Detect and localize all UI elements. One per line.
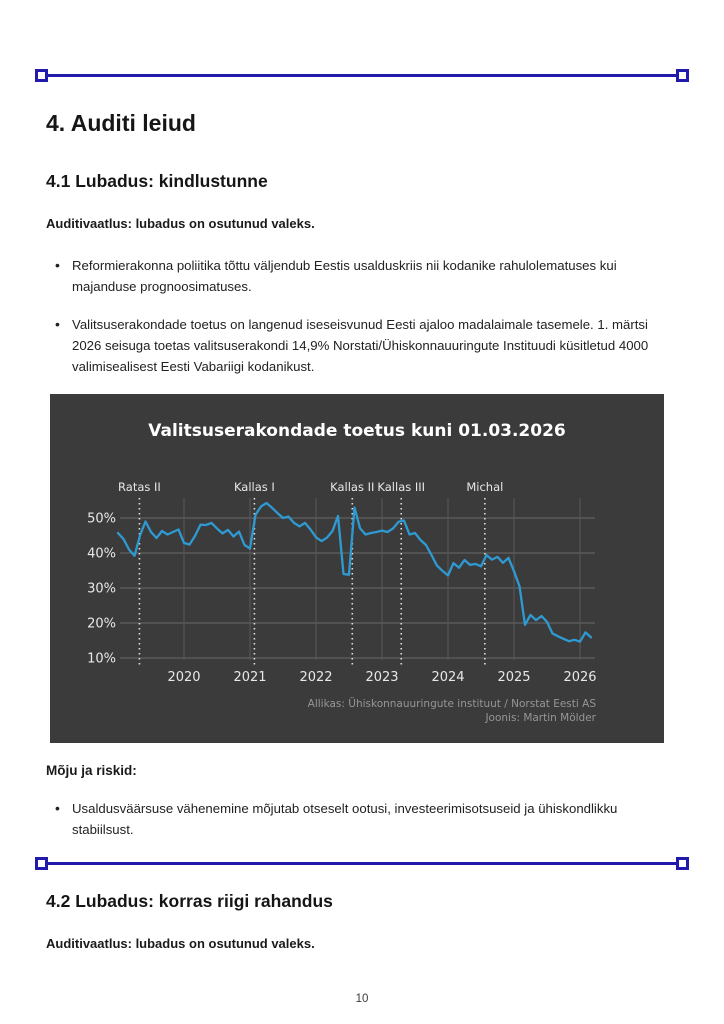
bullet-text: Usaldusväärsuse vähenemine mõjutab otseselt ootusi, investeerimisotsuseid ja ühiskondlikku stabiilsust.	[72, 801, 618, 837]
list-item	[46, 255, 672, 297]
section-41-verdict: Auditivaatlus: lubadus on osutunud valeks.	[46, 216, 315, 231]
support-chart-svg	[50, 394, 664, 743]
bullet-text: Reformierakonna poliitika tõttu väljendub Eestis usalduskriis nii kodanike rahulolematuses kui majanduse prognoosimatuses.	[72, 258, 617, 294]
divider-line	[48, 74, 676, 78]
annotation-label-kallas-ii: Kallas II	[330, 480, 375, 494]
chart-source-line: Joonis: Martin Mölder	[485, 712, 596, 724]
section-41-title: 4.1 Lubadus: kindlustunne	[46, 171, 268, 191]
chart-source-line: Allikas: Ühiskonnauuringute instituut / Norstat Eesti AS	[307, 698, 596, 710]
x-axis-tick-label: 2022	[299, 670, 333, 685]
annotation-label-kallas-iii: Kallas III	[377, 480, 426, 494]
x-axis-tick-label: 2025	[497, 670, 531, 685]
section-41-bullet-list	[46, 255, 682, 377]
impact-bullet-list	[46, 798, 682, 840]
divider-square-right	[676, 69, 689, 82]
y-axis-tick-label: 30%	[87, 581, 116, 597]
section-divider-middle	[35, 857, 689, 870]
y-axis-tick-label: 10%	[87, 651, 116, 667]
page-number: 10	[355, 993, 369, 1005]
bullet-text: Valitsuserakondade toetus on langenud iseseisvunud Eesti ajaloo madalaimale tasemele. 1. märtsi 2026 seisuga toetas valitsuserakondi 14,9% Norstati/Ühiskonnauuringute Instituudi küsitletud 4000 valimisealisest Eesti Vabariigi kodanikust.	[72, 317, 649, 374]
section-42-verdict: Auditivaatlus: lubadus on osutunud valeks.	[46, 936, 315, 951]
divider-line	[48, 862, 676, 866]
x-axis-tick-label: 2020	[167, 670, 201, 685]
chapter-heading: 4. Auditi leiud	[46, 110, 196, 136]
section-divider-top	[35, 69, 689, 82]
y-axis-tick-label: 20%	[87, 616, 116, 632]
x-axis-tick-label: 2023	[365, 670, 399, 685]
divider-square-right	[676, 857, 689, 870]
annotation-label-ratas-ii: Ratas II	[118, 480, 161, 494]
section-42-title: 4.2 Lubadus: korras riigi rahandus	[46, 891, 333, 911]
x-axis-tick-label: 2024	[431, 670, 465, 685]
annotation-label-kallas-i: Kallas I	[233, 480, 275, 494]
list-item	[46, 314, 672, 377]
y-axis-tick-label: 40%	[87, 546, 116, 562]
divider-square-left	[35, 69, 48, 82]
support-chart	[50, 394, 664, 743]
x-axis-tick-label: 2021	[233, 670, 267, 685]
support-trend-line	[118, 503, 591, 642]
annotation-label-michal: Michal	[466, 480, 504, 494]
list-item	[46, 798, 672, 840]
divider-square-left	[35, 857, 48, 870]
x-axis-tick-label: 2026	[563, 670, 597, 685]
chart-title: Valitsuserakondade toetus kuni 01.03.2026	[148, 421, 566, 441]
y-axis-tick-label: 50%	[87, 511, 116, 527]
impact-heading: Mõju ja riskid:	[46, 763, 137, 778]
